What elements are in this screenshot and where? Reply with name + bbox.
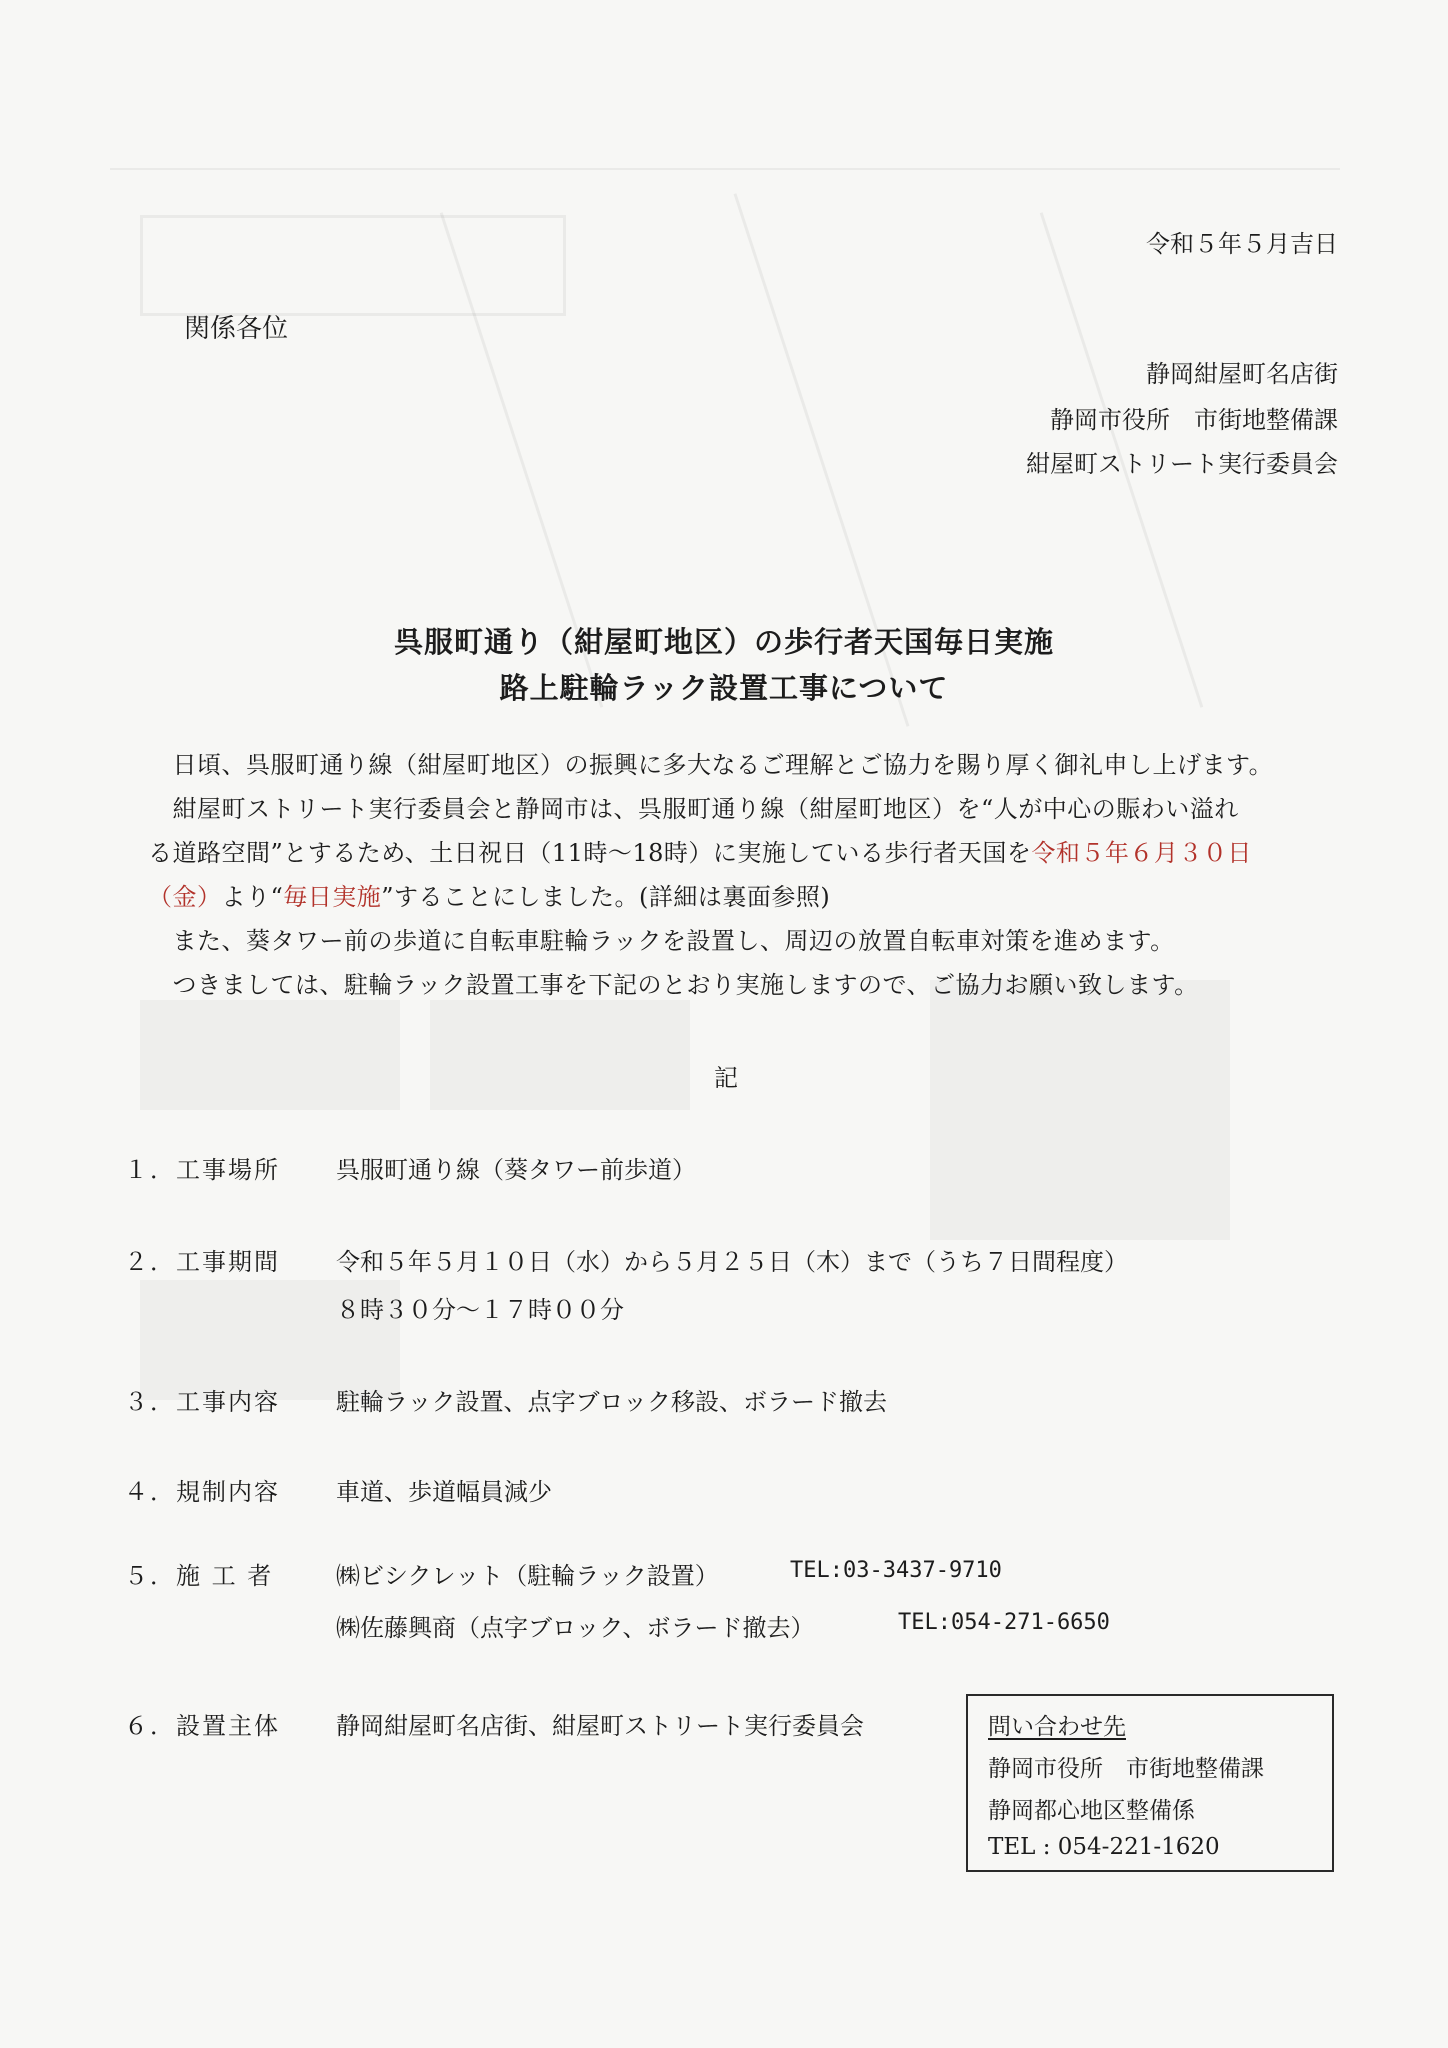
body-paragraph-2-cont: る道路空間”とするため、土日祝日（11時～18時）に実施している歩行者天国を令和５年６月３０日 (148, 839, 1252, 867)
body-text (148, 743, 1308, 1007)
item-5-tel-2: TEL:054-271-6650 (898, 1610, 1110, 1635)
reverse-side-box (140, 215, 566, 316)
item-3-value: 駐輪ラック設置、点字ブロック移設、ボラード撤去 (336, 1388, 888, 1416)
contact-title: 問い合わせ先 (988, 1714, 1126, 1740)
body-paragraph-1: 日頃、呉服町通り線（紺屋町地区）の振興に多大なるご理解とご協力を賜り厚く御礼申し上げます。 (172, 751, 1274, 779)
item-6-label: 設置主体 (176, 1712, 280, 1740)
sender-1: 静岡紺屋町名店街 (1146, 360, 1338, 388)
contact-box (966, 1694, 1334, 1872)
sender-3: 紺屋町ストリート実行委員会 (1026, 450, 1338, 478)
contact-tel: TEL : 054-221-1620 (988, 1834, 1220, 1860)
sender-2: 静岡市役所 市街地整備課 (1050, 406, 1338, 434)
item-4-number: ４． (124, 1478, 176, 1506)
item-6-value: 静岡紺屋町名店街、紺屋町ストリート実行委員会 (336, 1712, 864, 1740)
highlight-weekday: （金） (148, 883, 222, 911)
item-5-contractor-2: ㈱佐藤興商（点字ブロック、ボラード撤去） (336, 1614, 815, 1642)
item-3-label: 工事内容 (176, 1388, 280, 1416)
highlight-daily: 毎日実施 (283, 883, 382, 911)
item-6-number: ６． (124, 1712, 176, 1740)
contact-office: 静岡市役所 市街地整備課 (988, 1756, 1264, 1782)
item-2-value-time: ８時３０分～１７時００分 (336, 1296, 624, 1324)
document-title-line1: 呉服町通り（紺屋町地区）の歩行者天国毎日実施 (393, 625, 1054, 659)
item-1-number: １． (124, 1156, 176, 1184)
body-paragraph-2-end: （金）より“毎日実施”することにしました。(詳細は裏面参照) (148, 883, 831, 911)
item-5-label: 施 工 者 (176, 1562, 274, 1590)
reverse-side-photo (930, 980, 1230, 1240)
item-3-number: ３． (124, 1388, 176, 1416)
body-paragraph-3: また、葵タワー前の歩道に自転車駐輪ラックを設置し、周辺の放置自転車対策を進めます。 (172, 927, 1175, 955)
document-title-line2: 路上駐輪ラック設置工事について (499, 671, 949, 705)
item-5-number: ５． (124, 1562, 176, 1590)
item-2-number: ２． (124, 1248, 176, 1276)
contact-section: 静岡都心地区整備係 (988, 1798, 1195, 1824)
item-4-value: 車道、歩道幅員減少 (336, 1478, 552, 1506)
reverse-side-photo (430, 1000, 690, 1110)
item-2-label: 工事期間 (176, 1248, 280, 1276)
item-1-value: 呉服町通り線（葵タワー前歩道） (336, 1156, 696, 1184)
item-4-label: 規制内容 (176, 1478, 280, 1506)
body-paragraph-4: つきましては、駐輪ラック設置工事を下記のとおり実施しますので、ご協力お願い致します。 (172, 971, 1199, 999)
highlight-date: 令和５年６月３０日 (1031, 839, 1252, 867)
reverse-side-line (110, 168, 1340, 170)
body-paragraph-2: 紺屋町ストリート実行委員会と静岡市は、呉服町通り線（紺屋町地区）を“人が中心の賑わい溢れ (172, 795, 1239, 823)
addressee: 関係各位 (184, 314, 289, 344)
reverse-side-photo (140, 1000, 400, 1110)
document-date: 令和５年５月吉日 (1146, 230, 1338, 258)
item-5-contractor-1: ㈱ビシクレット（駐輪ラック設置） (336, 1562, 719, 1590)
item-2-value: 令和５年５月１０日（水）から５月２５日（木）まで（うち７日間程度） (336, 1248, 1128, 1276)
item-5-tel-1: TEL:03-3437-9710 (790, 1558, 1002, 1583)
ki-heading: 記 (714, 1064, 738, 1092)
item-1-label: 工事場所 (176, 1156, 280, 1184)
